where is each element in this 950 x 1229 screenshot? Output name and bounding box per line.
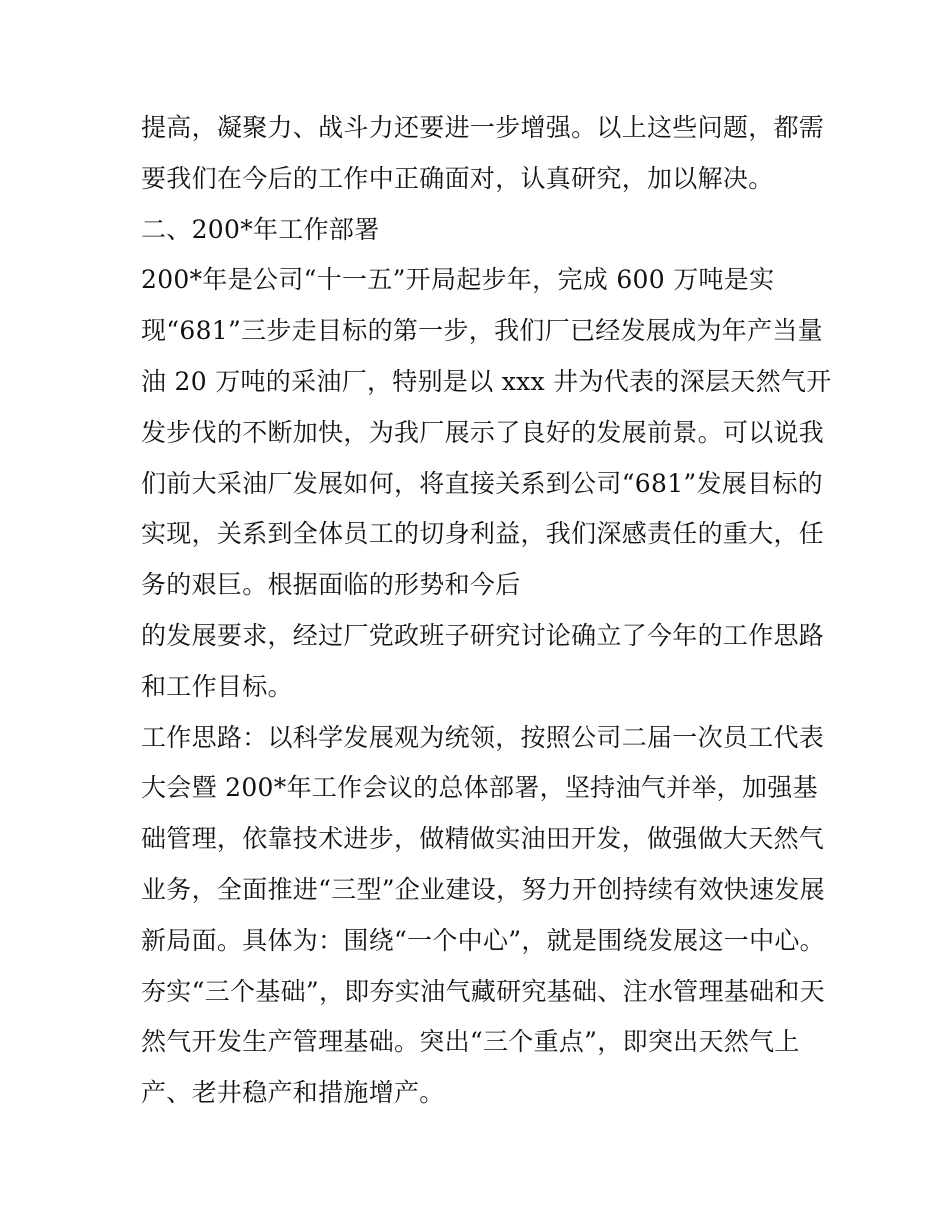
text-line-4: 200*年是公司“十一五”开局起步年，完成 600 万吨是实 <box>141 265 775 295</box>
text-line-13: 工作思路：以科学发展观为统领，按照公司二届一次员工代表 <box>141 722 825 752</box>
document-body <box>141 103 831 1119</box>
text-line-1: 提高，凝聚力、战斗力还要进一步增强。以上这些问题，都需 <box>141 113 825 142</box>
text-line-16: 业务，全面推进“三型”企业建设，努力开创持续有效快速发展 <box>141 874 825 904</box>
text-line-11: 的发展要求，经过厂党政班子研究讨论确立了今年的工作思路 <box>141 620 825 650</box>
text-line-12: 和工作目标。 <box>141 671 293 701</box>
text-line-15: 础管理，依靠技术进步，做精做实油田开发，做强做大天然气 <box>141 824 825 854</box>
text-line-18: 夯实“三个基础”，即夯实油气藏研究基础、注水管理基础和天 <box>141 976 825 1006</box>
text-line-5: 现“681”三步走目标的第一步，我们厂已经发展成为年产当量 <box>141 316 823 346</box>
section-heading: 二、200*年工作部署 <box>141 214 380 244</box>
text-line-20: 产、老井稳产和措施增产。 <box>141 1078 445 1108</box>
text-line-9: 实现，关系到全体员工的切身利益，我们深感责任的重大，任 <box>141 519 825 549</box>
text-line-2: 要我们在今后的工作中正确面对，认真研究，加以解决。 <box>141 163 774 193</box>
text-line-10: 务的艰巨。根据面临的形势和今后 <box>141 570 521 600</box>
text-line-17: 新局面。具体为：围绕“一个中心”，就是围绕发展这一中心。 <box>141 925 825 955</box>
text-line-14: 大会暨 200*年工作会议的总体部署，坚持油气并举，加强基 <box>141 773 818 803</box>
text-line-6: 油 20 万吨的采油厂，特别是以 xxx 井为代表的深层天然气开 <box>141 366 832 396</box>
text-line-8: 们前大采油厂发展如何，将直接关系到公司“681”发展目标的 <box>141 468 823 498</box>
text-line-19: 然气开发生产管理基础。突出“三个重点”，即突出天然气上 <box>141 1027 800 1057</box>
text-line-7: 发步伐的不断加快，为我厂展示了良好的发展前景。可以说我 <box>141 417 825 447</box>
